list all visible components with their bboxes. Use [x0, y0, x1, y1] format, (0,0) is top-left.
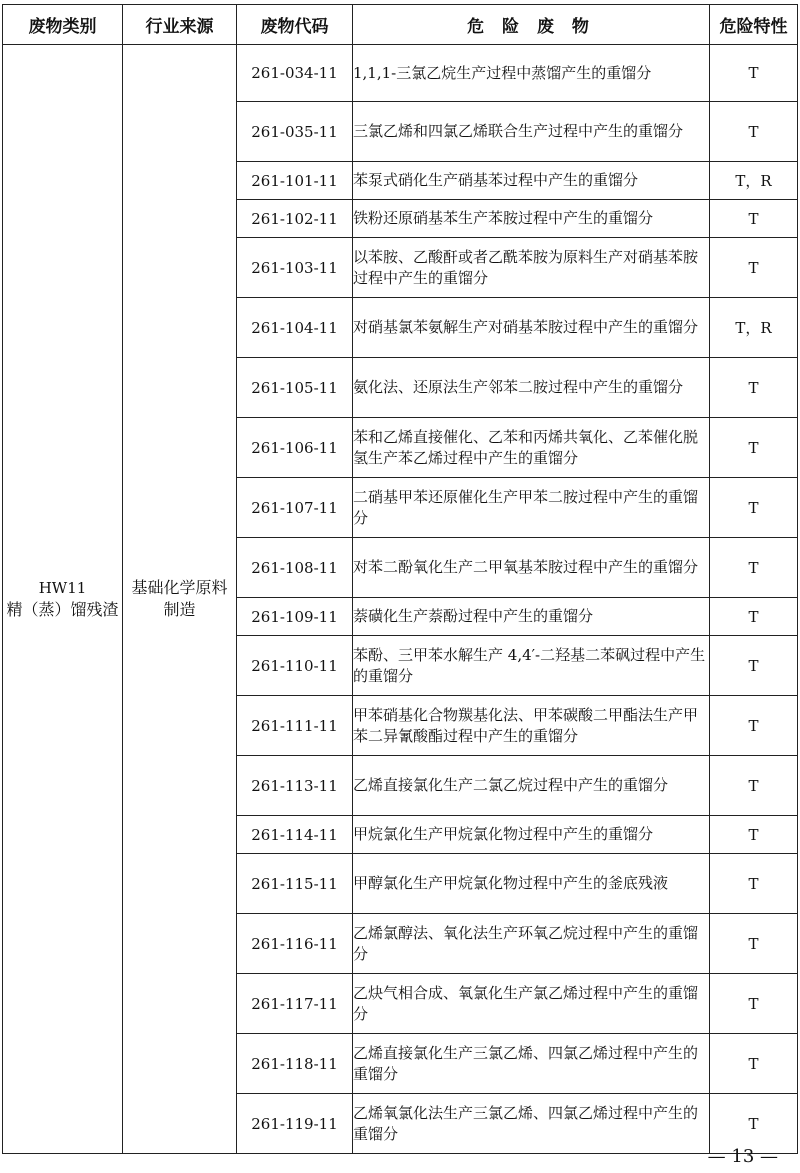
- waste-description-cell: 二硝基甲苯还原催化生产甲苯二胺过程中产生的重馏分: [353, 478, 710, 538]
- waste-description-cell: 苯和乙烯直接催化、乙苯和丙烯共氧化、乙苯催化脱氢生产苯乙烯过程中产生的重馏分: [353, 418, 710, 478]
- hazard-property-cell: T: [710, 238, 798, 298]
- hazard-property-cell: T: [710, 538, 798, 598]
- waste-description-cell: 苯酚、三甲苯水解生产 4,4′-二羟基二苯砜过程中产生的重馏分: [353, 636, 710, 696]
- hazard-property-cell: T: [710, 816, 798, 854]
- hazard-property-cell: T，R: [710, 162, 798, 200]
- waste-description-cell: 铁粉还原硝基苯生产苯胺过程中产生的重馏分: [353, 200, 710, 238]
- header-source: 行业来源: [123, 5, 237, 45]
- waste-code-cell: 261-103-11: [237, 238, 353, 298]
- waste-code-cell: 261-109-11: [237, 598, 353, 636]
- hazard-property-cell: T: [710, 358, 798, 418]
- waste-code-cell: 261-113-11: [237, 756, 353, 816]
- hazard-property-cell: T: [710, 1094, 798, 1154]
- waste-description-cell: 对苯二酚氧化生产二甲氧基苯胺过程中产生的重馏分: [353, 538, 710, 598]
- waste-description-cell: 乙烯氧氯化法生产三氯乙烯、四氯乙烯过程中产生的重馏分: [353, 1094, 710, 1154]
- hazard-property-cell: T: [710, 45, 798, 102]
- waste-code-cell: 261-108-11: [237, 538, 353, 598]
- waste-category-cell: [3, 45, 123, 1154]
- hazard-property-cell: T: [710, 854, 798, 914]
- waste-code-cell: 261-106-11: [237, 418, 353, 478]
- waste-description-cell: 萘磺化生产萘酚过程中产生的重馏分: [353, 598, 710, 636]
- waste-description-cell: 1,1,1-三氯乙烷生产过程中蒸馏产生的重馏分: [353, 45, 710, 102]
- industry-source-cell: [123, 45, 237, 1154]
- waste-description-cell: 乙烯直接氯化生产二氯乙烷过程中产生的重馏分: [353, 756, 710, 816]
- hazardous-waste-table: [2, 4, 798, 1154]
- waste-code-cell: 261-119-11: [237, 1094, 353, 1154]
- hazard-property-cell: T: [710, 756, 798, 816]
- header-waste: 危 险 废 物: [353, 5, 710, 45]
- waste-code-cell: 261-105-11: [237, 358, 353, 418]
- waste-description-cell: 苯泵式硝化生产硝基苯过程中产生的重馏分: [353, 162, 710, 200]
- waste-description-cell: 甲苯硝基化合物羰基化法、甲苯碳酸二甲酯法生产甲苯二异氰酸酯过程中产生的重馏分: [353, 696, 710, 756]
- category-code: HW11: [38, 579, 87, 597]
- waste-code-cell: 261-114-11: [237, 816, 353, 854]
- waste-code-cell: 261-101-11: [237, 162, 353, 200]
- waste-description-cell: 以苯胺、乙酸酐或者乙酰苯胺为原料生产对硝基苯胺过程中产生的重馏分: [353, 238, 710, 298]
- hazard-property-cell: T: [710, 974, 798, 1034]
- waste-description-cell: 三氯乙烯和四氯乙烯联合生产过程中产生的重馏分: [353, 102, 710, 162]
- waste-description-cell: 对硝基氯苯氨解生产对硝基苯胺过程中产生的重馏分: [353, 298, 710, 358]
- waste-description-cell: 氨化法、还原法生产邻苯二胺过程中产生的重馏分: [353, 358, 710, 418]
- waste-code-cell: 261-035-11: [237, 102, 353, 162]
- waste-description-cell: 乙烯直接氯化生产三氯乙烯、四氯乙烯过程中产生的重馏分: [353, 1034, 710, 1094]
- industry-source-text: 基础化学原料制造: [131, 578, 228, 619]
- table-body: [3, 45, 798, 1154]
- hazard-property-cell: T: [710, 598, 798, 636]
- hazard-property-cell: T，R: [710, 298, 798, 358]
- hazard-property-cell: T: [710, 200, 798, 238]
- table-row: [3, 45, 798, 102]
- hazard-property-cell: T: [710, 914, 798, 974]
- waste-code-cell: 261-034-11: [237, 45, 353, 102]
- hazard-property-cell: T: [710, 418, 798, 478]
- hazard-property-cell: T: [710, 102, 798, 162]
- waste-description-cell: 乙炔气相合成、氧氯化生产氯乙烯过程中产生的重馏分: [353, 974, 710, 1034]
- waste-code-cell: 261-104-11: [237, 298, 353, 358]
- waste-code-cell: 261-107-11: [237, 478, 353, 538]
- waste-code-cell: 261-111-11: [237, 696, 353, 756]
- waste-code-cell: 261-102-11: [237, 200, 353, 238]
- hazard-property-cell: T: [710, 1034, 798, 1094]
- header-row: [3, 5, 798, 45]
- header-category: 废物类别: [3, 5, 123, 45]
- waste-code-cell: 261-110-11: [237, 636, 353, 696]
- header-property: 危险特性: [710, 5, 798, 45]
- hazard-property-cell: T: [710, 696, 798, 756]
- waste-description-cell: 甲醇氯化生产甲烷氯化物过程中产生的釜底残液: [353, 854, 710, 914]
- header-code: 废物代码: [237, 5, 353, 45]
- waste-code-cell: 261-118-11: [237, 1034, 353, 1094]
- page-number: — 13 —: [707, 1146, 778, 1167]
- waste-description-cell: 乙烯氯醇法、氧化法生产环氧乙烷过程中产生的重馏分: [353, 914, 710, 974]
- waste-description-cell: 甲烷氯化生产甲烷氯化物过程中产生的重馏分: [353, 816, 710, 854]
- waste-code-cell: 261-117-11: [237, 974, 353, 1034]
- waste-code-cell: 261-115-11: [237, 854, 353, 914]
- category-name: 精（蒸）馏残渣: [6, 600, 119, 619]
- hazard-property-cell: T: [710, 636, 798, 696]
- waste-code-cell: 261-116-11: [237, 914, 353, 974]
- hazard-property-cell: T: [710, 478, 798, 538]
